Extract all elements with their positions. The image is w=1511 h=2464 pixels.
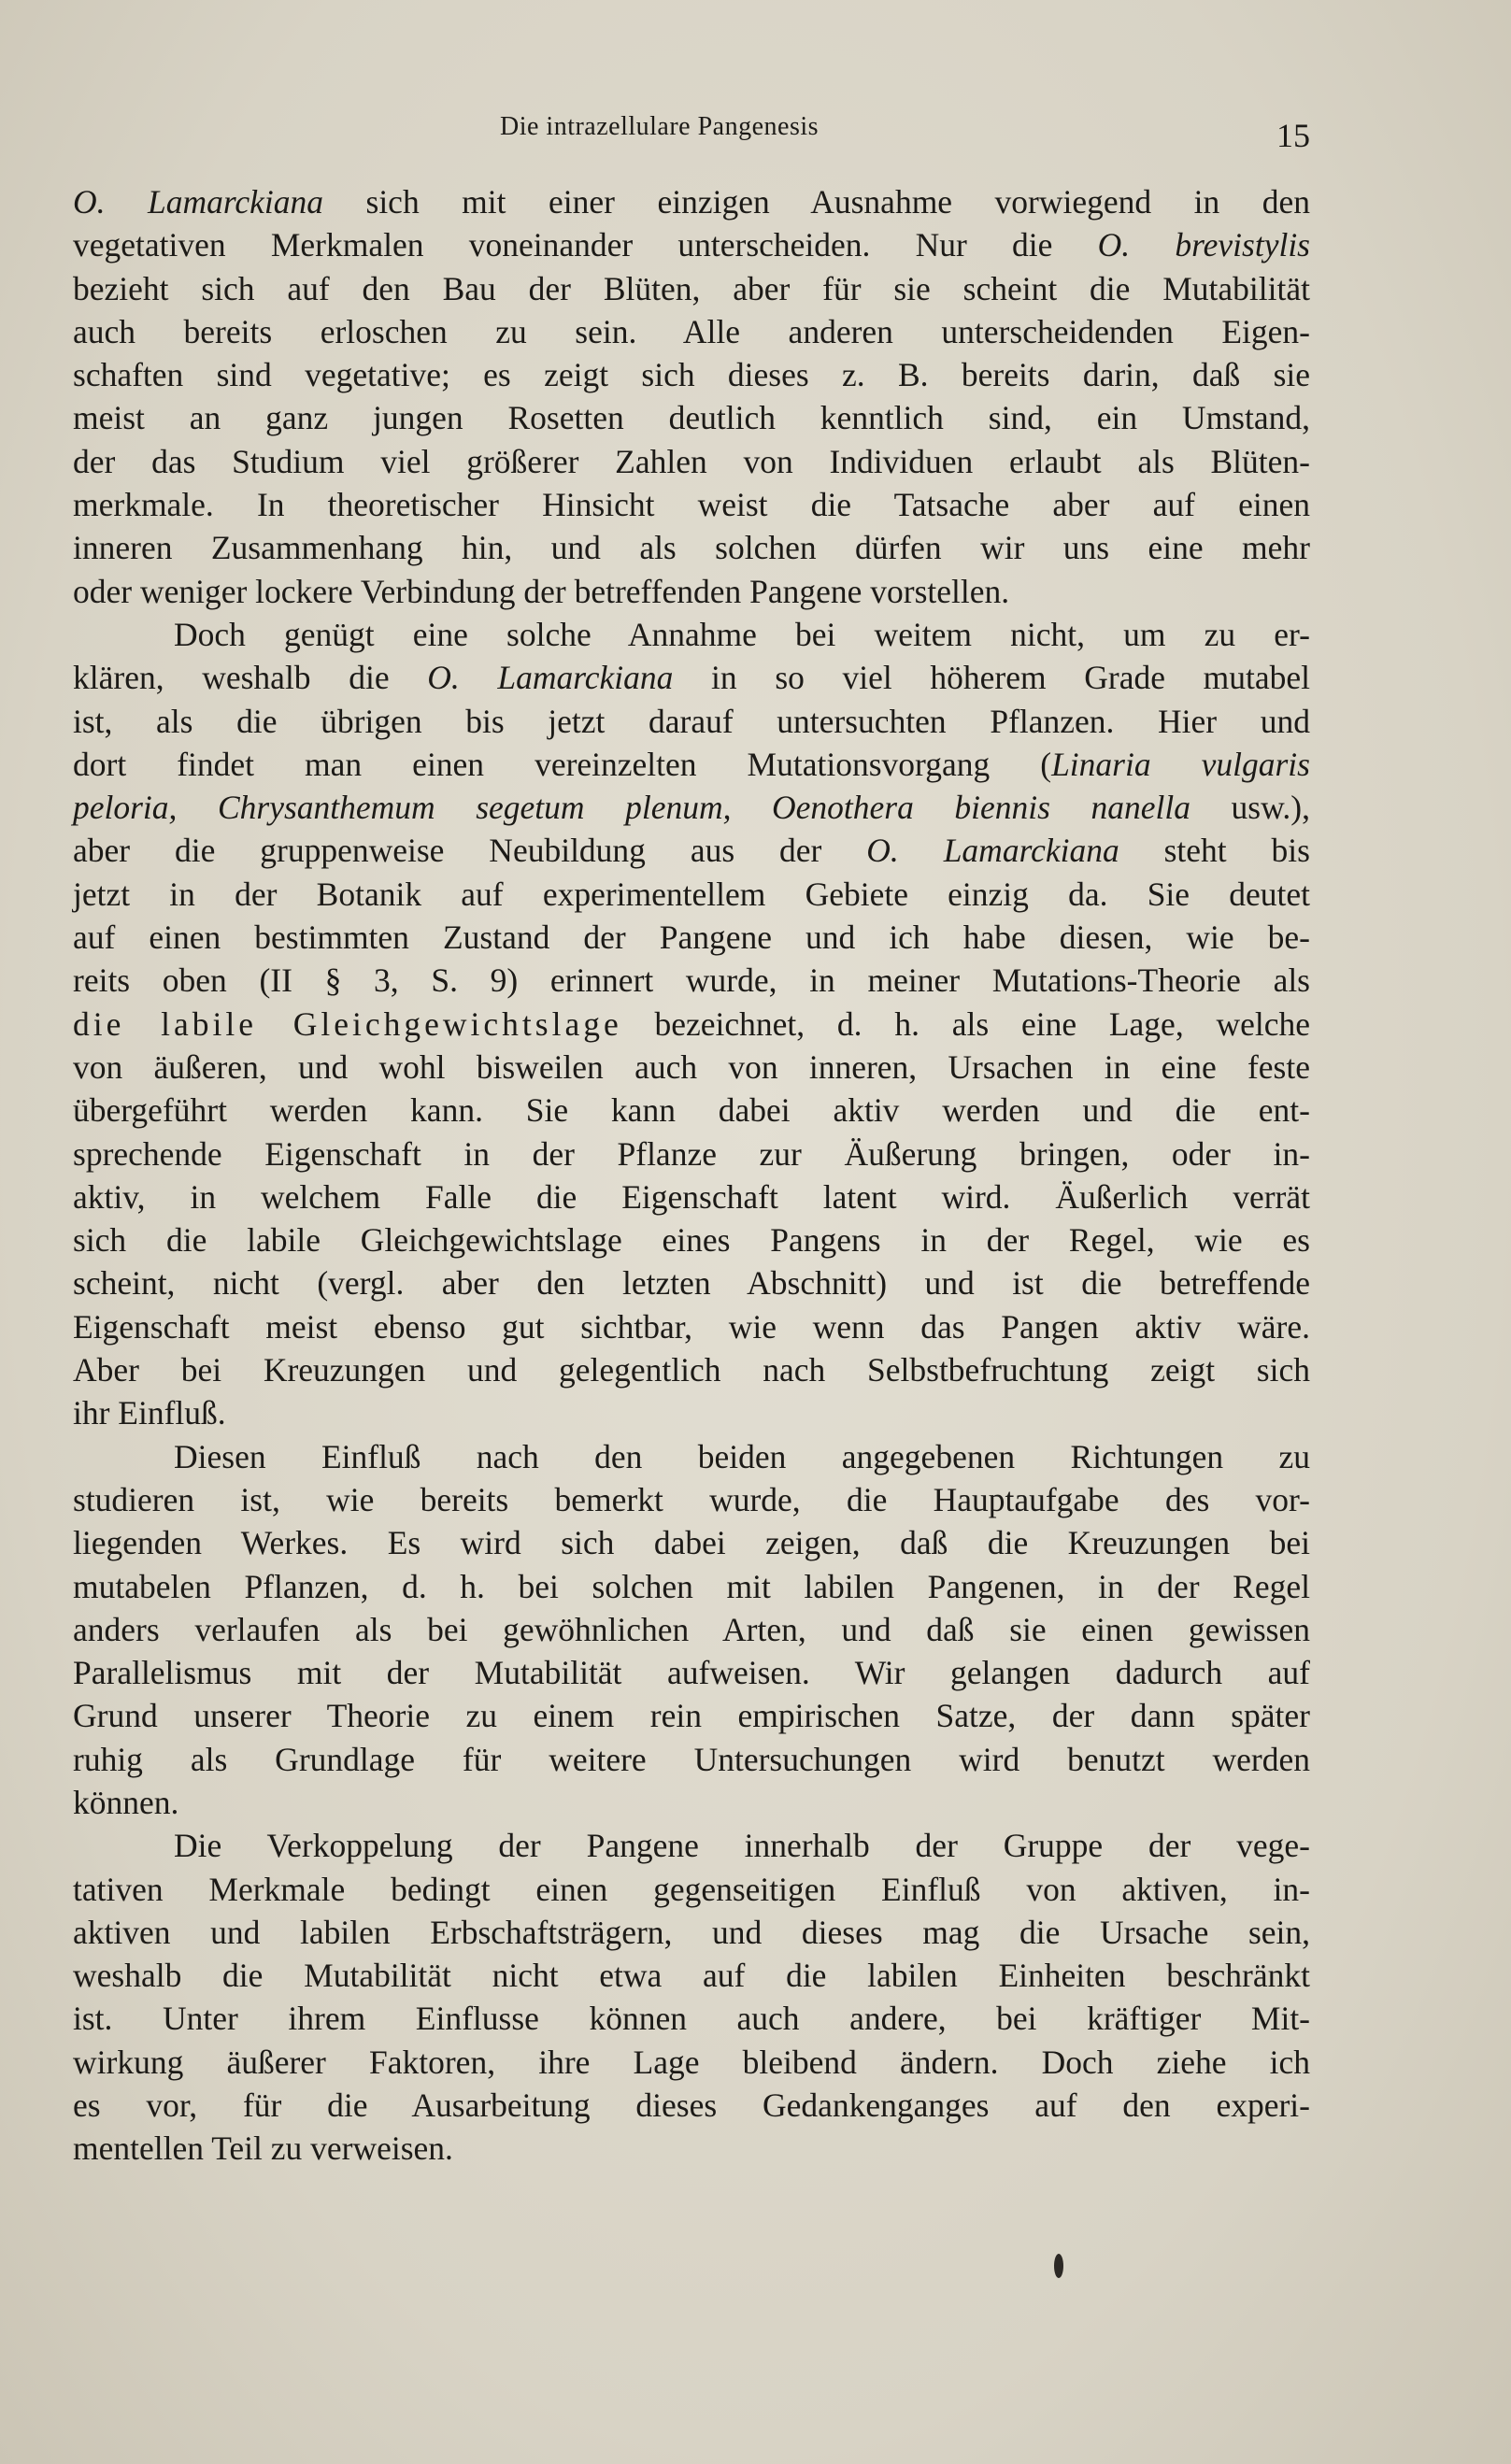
- text-run: mentellen Teil zu verweisen.: [73, 2129, 453, 2168]
- text-run: der das Studium viel größerer Zahlen von Individuen erlaubt als Blüten-: [73, 442, 1310, 480]
- text-run: aktiven und labilen Erbschaftsträgern, und dieses mag die Ursache sein,: [73, 1913, 1310, 1951]
- text-run: sich die labile Gleichgewichtslage eines Pangens in der Regel, wie es: [73, 1221, 1310, 1260]
- text-line: [73, 1305, 1310, 1348]
- text-line: [73, 440, 1310, 483]
- text-line: [73, 1175, 1310, 1218]
- text-run: die labile Gleichgewichtslage: [73, 1004, 622, 1043]
- text-line: [73, 959, 1310, 1002]
- text-line: [73, 2041, 1310, 2084]
- text-run: sich mit einer einzigen Ausnahme vorwiegend in den: [323, 183, 1310, 221]
- text-run: inneren Zusammenhang hin, und als solchen dürfen wir uns eine mehr: [73, 529, 1310, 567]
- text-run: ist, als die übrigen bis jetzt darauf untersuchten Pflanzen. Hier und: [73, 702, 1310, 740]
- text-line: [73, 267, 1310, 310]
- text-run: schaften sind vegetative; es zeigt sich dieses z. B. bereits darin, daß sie: [73, 356, 1310, 394]
- text-run: oder weniger lockere Verbindung der betreffenden Pangene vorstellen.: [73, 572, 1010, 610]
- text-run: auch bereits erloschen zu sein. Alle anderen unterscheidenden Eigen-: [73, 312, 1310, 350]
- text-run: meist an ganz jungen Rosetten deutlich kenntlich sind, ein Umstand,: [73, 399, 1310, 437]
- text-run: Die Verkoppelung der Pangene innerhalb der Gruppe der vege-: [174, 1827, 1310, 1865]
- page-number: 15: [1276, 117, 1310, 154]
- text-run: es vor, für die Ausarbeitung dieses Gedankenganges auf den experi-: [73, 2087, 1310, 2125]
- text-run: klären, weshalb die: [73, 659, 428, 697]
- text-run: steht bis: [1119, 832, 1310, 870]
- text-run: können.: [73, 1783, 179, 1821]
- text-line: [73, 1046, 1310, 1089]
- text-line: [73, 310, 1310, 353]
- text-line: [73, 353, 1310, 396]
- text-run: mutabelen Pflanzen, d. h. bei solchen mit labilen Pangenen, in der Regel: [73, 1567, 1310, 1605]
- italic-text: Linaria vulgaris: [1051, 745, 1310, 783]
- text-run: aber die gruppenweise Neubildung aus der: [73, 832, 867, 870]
- text-run: ist. Unter ihrem Einflusse können auch andere, bei kräftiger Mit-: [73, 2000, 1310, 2038]
- text-line: [73, 2127, 1310, 2170]
- text-run: sprechende Eigenschaft in der Pflanze zur Äußerung bringen, oder in-: [73, 1134, 1310, 1173]
- text-run: reits oben (II § 3, S. 9) erinnert wurde, in meiner Mutations-Theorie als: [73, 961, 1310, 1000]
- text-run: ihr Einfluß.: [73, 1394, 226, 1432]
- text-run: vegetativen Merkmalen voneinander unterscheiden. Nur die: [73, 226, 1098, 264]
- text-line: [73, 1954, 1310, 1997]
- text-line: [73, 223, 1310, 266]
- text-line: [73, 743, 1310, 786]
- text-run: bezieht sich auf den Bau der Blüten, aber für sie scheint die Mutabilität: [73, 269, 1310, 307]
- page-header: [0, 105, 1511, 161]
- text-line: [73, 1521, 1310, 1564]
- text-run: liegenden Werkes. Es wird sich dabei zeigen, daß die Kreuzungen bei: [73, 1524, 1310, 1562]
- text-run: weshalb die Mutabilität nicht etwa auf die labilen Einheiten beschränkt: [73, 1957, 1310, 1995]
- text-line: [73, 483, 1310, 526]
- text-run: tativen Merkmale bedingt einen gegenseitigen Einfluß von aktiven, in-: [73, 1870, 1310, 1908]
- text-line: [73, 1781, 1310, 1824]
- text-line: [73, 1738, 1310, 1781]
- text-line: [73, 1824, 1310, 1867]
- text-line: [73, 1391, 1310, 1434]
- text-line: [73, 1348, 1310, 1391]
- italic-text: O. Lamarckiana: [866, 832, 1119, 870]
- text-line: [73, 1132, 1310, 1175]
- text-run: auf einen bestimmten Zustand der Pangene und ich habe diesen, wie be-: [73, 919, 1310, 957]
- text-run: ruhig als Grundlage für weitere Untersuchungen wird benutzt werden: [73, 1740, 1310, 1778]
- text-run: bezeichnet, d. h. als eine Lage, welche: [621, 1004, 1310, 1043]
- text-run: Diesen Einfluß nach den beiden angegebenen Richtungen zu: [174, 1437, 1310, 1475]
- text-line: [73, 2084, 1310, 2127]
- text-run: anders verlaufen als bei gewöhnlichen Arten, und daß sie einen gewissen: [73, 1610, 1310, 1648]
- text-line: [73, 829, 1310, 872]
- text-line: [73, 1868, 1310, 1911]
- ink-blot: [1054, 2254, 1063, 2278]
- text-line: [73, 786, 1310, 829]
- text-run: scheint, nicht (vergl. aber den letzten Abschnitt) und ist die betreffende: [73, 1264, 1310, 1303]
- text-run: aktiv, in welchem Falle die Eigenschaft latent wird. Äußerlich verrät: [73, 1177, 1310, 1216]
- text-run: Grund unserer Theorie zu einem rein empirischen Satze, der dann später: [73, 1697, 1310, 1735]
- text-line: [73, 656, 1310, 699]
- text-run: jetzt in der Botanik auf experimentellem Gebiete einzig da. Sie deutet: [73, 875, 1310, 913]
- text-run: von äußeren, und wohl bisweilen auch von inneren, Ursachen in eine feste: [73, 1047, 1310, 1086]
- text-line: [73, 1565, 1310, 1608]
- italic-text: O. Lamarckiana: [427, 659, 674, 697]
- text-line: [73, 180, 1310, 223]
- text-run: Doch genügt eine solche Annahme bei weitem nicht, um zu er-: [174, 615, 1310, 653]
- text-run: wirkung äußerer Faktoren, ihre Lage bleibend ändern. Doch ziehe ich: [73, 2043, 1310, 2081]
- text-line: [73, 1478, 1310, 1521]
- text-run: Parallelismus mit der Mutabilität aufweisen. Wir gelangen dadurch auf: [73, 1654, 1310, 1692]
- italic-text: O. brevistylis: [1097, 226, 1310, 264]
- running-head: Die intrazellulare Pangenesis: [500, 112, 820, 141]
- text-line: [73, 570, 1310, 613]
- italic-text: peloria, Chrysanthemum segetum plenum, Oenothera biennis nanella: [73, 789, 1190, 827]
- text-run: Aber bei Kreuzungen und gelegentlich nach Selbstbefruchtung zeigt sich: [73, 1351, 1310, 1389]
- text-line: [73, 700, 1310, 743]
- text-line: [73, 1997, 1310, 2040]
- body-text: [73, 180, 1310, 2171]
- text-run: studieren ist, wie bereits bemerkt wurde, die Hauptaufgabe des vor-: [73, 1480, 1310, 1518]
- text-run: usw.),: [1190, 789, 1310, 827]
- text-line: [73, 1218, 1310, 1261]
- text-line: [73, 1003, 1310, 1046]
- text-run: Eigenschaft meist ebenso gut sichtbar, wie wenn das Pangen aktiv wäre.: [73, 1307, 1310, 1346]
- text-line: [73, 873, 1310, 916]
- text-line: [73, 526, 1310, 569]
- text-line: [73, 916, 1310, 959]
- text-run: merkmale. In theoretischer Hinsicht weist die Tatsache aber auf einen: [73, 486, 1310, 524]
- text-line: [73, 1435, 1310, 1478]
- text-run: in so viel höherem Grade mutabel: [673, 659, 1310, 697]
- text-line: [73, 1651, 1310, 1694]
- text-run: übergeführt werden kann. Sie kann dabei aktiv werden und die ent-: [73, 1091, 1310, 1130]
- text-line: [73, 396, 1310, 439]
- text-line: [73, 1694, 1310, 1737]
- text-line: [73, 1261, 1310, 1304]
- text-line: [73, 1608, 1310, 1651]
- text-line: [73, 613, 1310, 656]
- text-line: [73, 1089, 1310, 1132]
- italic-text: O. Lamarckiana: [73, 183, 324, 221]
- text-run: dort findet man einen vereinzelten Mutationsvorgang (: [73, 745, 1052, 783]
- text-line: [73, 1911, 1310, 1954]
